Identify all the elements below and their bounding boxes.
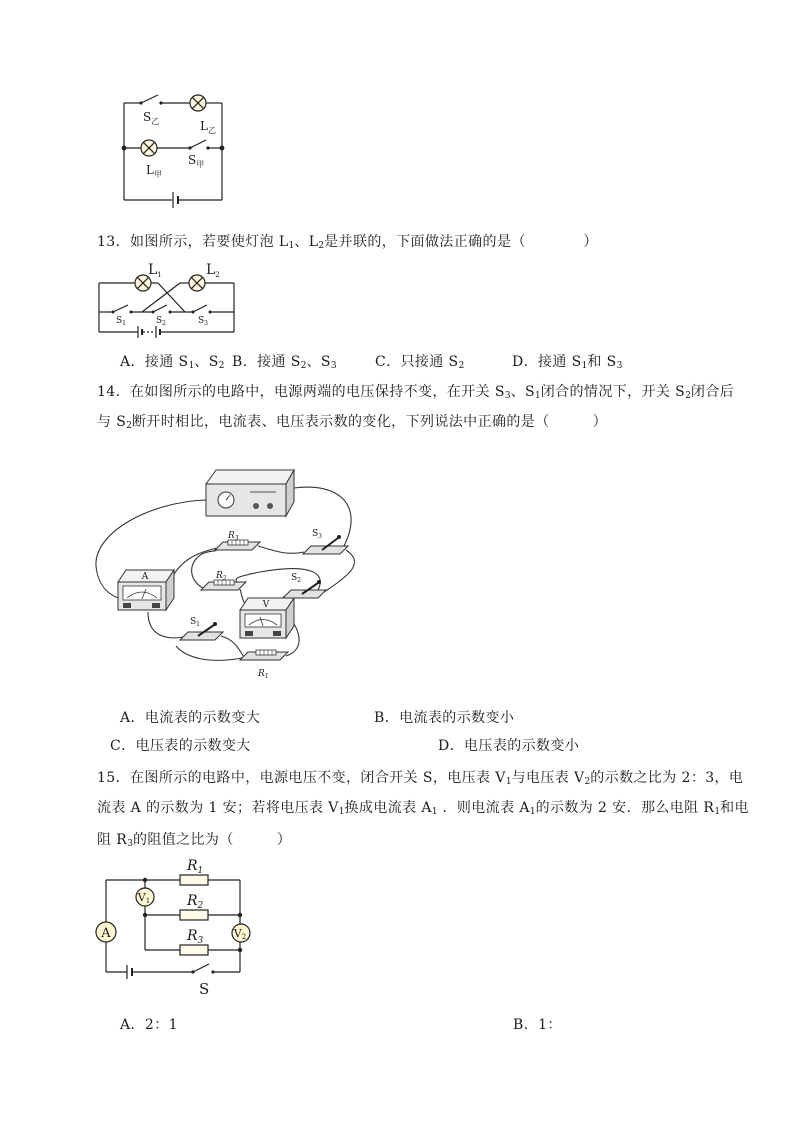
label-resistor-r2	[215, 571, 227, 582]
subscript: 3	[127, 839, 133, 849]
label-sub: 3	[204, 320, 208, 327]
wires	[124, 103, 222, 200]
lamp-jia-symbol	[141, 140, 157, 156]
label-sub: 1	[197, 866, 204, 876]
text-run: 与 S	[97, 414, 127, 430]
subscript: 3	[330, 361, 337, 371]
text-run: 、S	[194, 354, 219, 370]
label-sub: 3	[318, 533, 322, 540]
label-sub: 甲	[196, 160, 205, 169]
subscript: 1	[338, 807, 345, 817]
subscript: 1	[188, 361, 195, 371]
subscript: 2	[126, 421, 132, 431]
text-run: 流表 A 的示数为 1 安；若将电压表 V	[97, 800, 339, 816]
label-resistor-r2	[186, 893, 204, 911]
switch-s2-device	[283, 580, 326, 598]
label-main: L	[146, 163, 154, 177]
q13-circuit-figure	[90, 258, 245, 343]
label-sub: 2	[197, 901, 204, 911]
label-main: S	[190, 617, 197, 627]
label-sub: 1	[157, 271, 162, 279]
lamp-yi-symbol	[190, 95, 206, 111]
resistor-r2-symbol	[180, 910, 208, 920]
battery-symbol	[127, 965, 132, 979]
label-switch-s1	[116, 316, 126, 327]
q14-option-d: D．电压表的示数变小	[438, 738, 580, 754]
text-run: D．接通 S	[512, 354, 582, 370]
circuit-figure-lamps-jia-yi	[110, 90, 240, 215]
text-run: 换成电流表 A	[344, 800, 432, 816]
q15-option-a: A．2：1	[120, 1017, 178, 1033]
q14-option-a: A．电流表的示数变大	[120, 710, 261, 726]
label-main: L	[206, 262, 216, 278]
lamp-l2-symbol	[189, 275, 205, 291]
label-sub: 甲	[153, 170, 162, 179]
label-switch-s: S	[199, 980, 210, 998]
q14-stem-line-2	[97, 412, 607, 432]
subscript: 2	[685, 391, 691, 401]
text-run: 闭合后	[690, 384, 735, 400]
label-resistor-r3	[186, 928, 204, 946]
q13-option-c	[375, 352, 464, 372]
label-sub: 2	[241, 933, 247, 941]
switch-s2-symbol	[152, 305, 172, 314]
switch-s1-symbol	[112, 305, 133, 314]
label-lamp-jia	[146, 163, 162, 179]
label-switch-s2	[291, 573, 301, 584]
text-run: 阻 R	[97, 832, 128, 848]
label-main: S	[312, 529, 319, 539]
label-switch-yi	[143, 110, 159, 126]
label-main: R	[187, 893, 198, 909]
switch-s1-device	[180, 622, 223, 640]
text-run: ．则电流表 A	[437, 800, 530, 816]
label-sub: 2	[222, 575, 227, 582]
battery-symbol	[173, 192, 178, 208]
label-main: V	[137, 891, 146, 904]
switch-s-symbol	[191, 964, 214, 974]
label-main: S	[291, 573, 298, 583]
label-sub: 1	[196, 621, 200, 628]
label-main: R	[187, 928, 198, 944]
subscript: 1	[431, 807, 438, 817]
label-resistor-r1	[186, 858, 203, 876]
q15-circuit-figure	[92, 850, 262, 1000]
q14-option-c: C．电压表的示数变大	[110, 738, 251, 754]
label-sub: 2	[297, 577, 301, 584]
text-run: 和电	[720, 800, 749, 816]
q15-stem-line-1	[97, 768, 743, 788]
power-supply	[206, 470, 294, 516]
text-run: 断开时相比，电流表、电压表示数的变化，下列说法中正确的是（ ）	[131, 414, 608, 430]
label-lamp-l1	[148, 262, 162, 279]
q15-stem-line-3	[97, 830, 291, 850]
switch-jia-symbol	[188, 140, 209, 150]
label-main: S	[188, 153, 197, 167]
label-main: S	[156, 316, 163, 326]
q13-option-a	[120, 352, 224, 372]
q13-stem	[97, 232, 598, 252]
subscript: 3	[616, 361, 623, 371]
label-sub: 乙	[207, 126, 216, 135]
text-run: 的示数为 2 安．那么电阻 R	[535, 800, 715, 816]
wires	[106, 880, 240, 972]
q14-physical-circuit-figure	[90, 462, 375, 684]
label-main: R	[228, 531, 235, 541]
text-run: 与电压表 V	[511, 770, 585, 786]
label-main: S	[116, 316, 123, 326]
resistor-r1-symbol	[180, 875, 208, 885]
resistor-r1-device	[240, 650, 288, 660]
label-sub: 2	[215, 271, 220, 279]
subscript: 2	[458, 361, 465, 371]
text-run: 的阻值之比为（ ）	[132, 832, 292, 848]
subscript: 1	[714, 807, 721, 817]
q13-option-b	[232, 352, 337, 372]
label-main: S	[143, 110, 152, 124]
text-run: 、S	[306, 354, 331, 370]
label-ammeter: A	[101, 926, 111, 941]
subscript: 1	[535, 391, 541, 401]
label-resistor-r1	[257, 669, 269, 680]
label-main: L	[148, 262, 158, 278]
text-run: 13．如图所示，若要使灯泡 L	[97, 234, 289, 250]
text-run: A．接通 S	[120, 354, 189, 370]
text-run: B．接通 S	[232, 354, 301, 370]
label-main: R	[216, 571, 223, 581]
text-run: 是并联的，下面做法正确的是（ ）	[324, 234, 598, 250]
label-resistor-r3	[227, 531, 239, 542]
label-sub: 3	[197, 936, 204, 946]
q14-option-b: B．电流表的示数变小	[374, 710, 515, 726]
switch-yi-symbol	[139, 95, 162, 105]
subscript: 2	[584, 777, 591, 787]
resistor-r3-symbol	[180, 945, 208, 955]
label-main: R	[258, 669, 265, 679]
subscript: 1	[581, 361, 588, 371]
subscript: 1	[505, 777, 512, 787]
text-run: 的示数之比为 2：3，电	[590, 770, 744, 786]
text-run: C．只接通 S	[375, 354, 459, 370]
label-sub: 乙	[151, 117, 160, 126]
label-switch-s1	[190, 617, 200, 628]
subscript: 2	[218, 361, 225, 371]
text-run: 闭合的情况下，开关 S	[540, 384, 686, 400]
label-main: V	[233, 927, 242, 940]
text-run: 15．在图所示的电路中，电源电压不变，闭合开关 S，电压表 V	[97, 770, 506, 786]
subscript: 1	[529, 807, 536, 817]
label-main: L	[200, 119, 208, 133]
label-sub: 1	[122, 320, 126, 327]
label-lamp-yi	[200, 119, 216, 135]
label-sub: 1	[145, 897, 151, 905]
label-sub: 1	[264, 673, 269, 680]
switch-s3-symbol	[192, 305, 212, 314]
q13-option-d	[512, 352, 622, 372]
label-ammeter: A	[141, 572, 149, 582]
text-run: 和 S	[587, 354, 617, 370]
subscript: 1	[288, 241, 295, 251]
label-switch-s2	[156, 316, 166, 327]
text-run: 14．在如图所示的电路中，电源两端的电压保持不变，在开关 S	[97, 384, 505, 400]
label-switch-jia	[188, 153, 204, 169]
label-sub: 2	[162, 320, 166, 327]
q14-stem-line-1	[97, 382, 734, 402]
q15-option-b: B．1：	[513, 1017, 562, 1033]
label-main: R	[187, 858, 198, 874]
label-voltmeter: V	[262, 600, 270, 610]
label-sub: 3	[234, 535, 239, 542]
label-switch-s3	[198, 316, 208, 327]
text-run: 、L	[294, 234, 319, 250]
subscript: 2	[318, 241, 325, 251]
text-run: 、S	[510, 384, 535, 400]
subscript: 3	[504, 391, 511, 401]
q15-stem-line-2	[97, 798, 749, 818]
switch-s3-device	[303, 535, 348, 554]
label-main: S	[198, 316, 205, 326]
subscript: 2	[300, 361, 307, 371]
label-lamp-l2	[206, 262, 220, 279]
label-switch-s3	[312, 529, 322, 540]
